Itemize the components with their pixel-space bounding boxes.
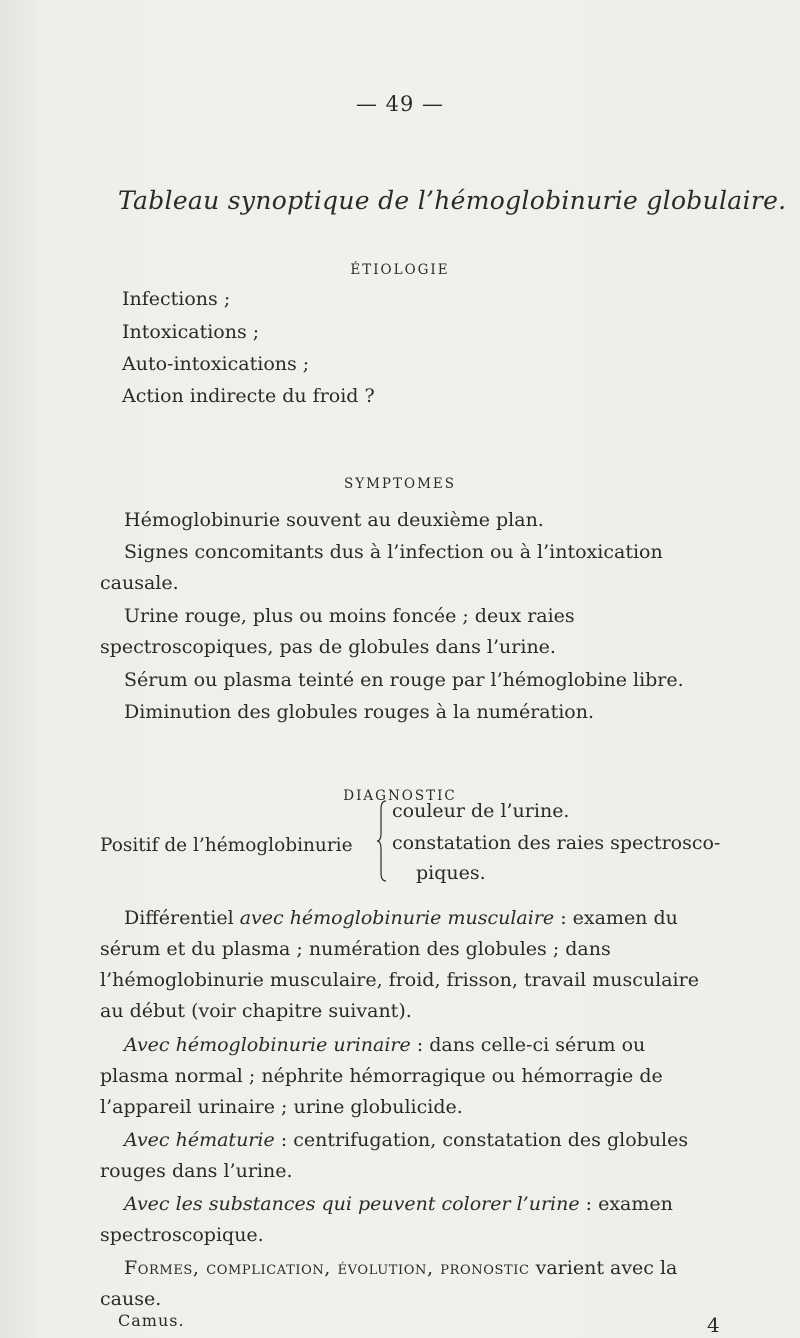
diagnostic-positif-item: constatation des raies spectrosco- [392, 832, 721, 854]
etiologie-item: Action indirecte du froid ? [122, 385, 375, 407]
diff-lead: Différentiel [124, 907, 234, 929]
substances-emphasis: Avec les substances qui peuvent colorer l’urine [124, 1193, 580, 1215]
diff-emphasis: avec hémoglobinurie musculaire [239, 907, 555, 929]
formes-text: varient avec la cause. [100, 1257, 678, 1310]
diff-text: : examen du sérum et du plasma ; numération des globules ; dans l’hémoglobinurie musculaire, froid, frisson, travail musculaire au début (voir chapitre suivant). [100, 907, 699, 1022]
urinaire-text: : dans celle-ci sérum ou plasma normal ; néphrite hémorragique ou hémorragie de l’appareil urinaire ; urine globulicide. [100, 1034, 663, 1118]
symptomes-heading: SYMPTOMES [343, 476, 457, 492]
symptomes-paragraph: Hémoglobinurie souvent au deuxième plan. [124, 509, 544, 531]
diagnostic-substances-paragraph [100, 1189, 700, 1251]
symptomes-paragraph: Diminution des globules rouges à la numération. [124, 701, 595, 723]
etiologie-item: Intoxications ; [122, 321, 260, 343]
etiologie-heading: ÉTIOLOGIE [350, 262, 450, 278]
diagnostic-hematurie-paragraph [100, 1125, 700, 1187]
diagnostic-positif-item: piques. [416, 862, 486, 884]
etiologie-item: Auto-intoxications ; [122, 353, 310, 375]
substances-text: : examen spectroscopique. [100, 1193, 673, 1246]
curly-brace-icon [377, 799, 387, 883]
diagnostic-urinaire-paragraph [100, 1030, 700, 1123]
symptomes-paragraph: Sérum ou plasma teinté en rouge par l’hémoglobine libre. [124, 669, 684, 691]
diagnostic-differentiel-paragraph [100, 903, 700, 1027]
diagnostic-heading: DIAGNOSTIC [343, 788, 457, 804]
urinaire-emphasis: Avec hémoglobinurie urinaire [124, 1034, 411, 1056]
footer-signature-number: 4 [707, 1313, 720, 1337]
diagnostic-positif-label: Positif de l’hémoglobinurie [100, 835, 353, 856]
etiologie-item: Infections ; [122, 288, 231, 310]
formes-paragraph [100, 1253, 700, 1315]
symptomes-paragraph: Signes concomitants dus à l’infection ou à l’intoxication causale. [100, 541, 663, 594]
page-title: Tableau synoptique de l’hémoglobinurie globulaire. [118, 186, 787, 215]
hematurie-emphasis: Avec hématurie [124, 1129, 275, 1151]
diagnostic-positif-item: couleur de l’urine. [392, 800, 570, 822]
symptomes-paragraph: Urine rouge, plus ou moins foncée ; deux raies spectroscopiques, pas de globules dans l’urine. [100, 605, 575, 658]
footer-author: Camus. [118, 1311, 185, 1330]
formes-lead: Formes, complication, évolution, pronostic [124, 1257, 530, 1279]
page-number: — 49 — [355, 92, 445, 116]
hematurie-text: : centrifugation, constatation des globules rouges dans l’urine. [100, 1129, 689, 1182]
